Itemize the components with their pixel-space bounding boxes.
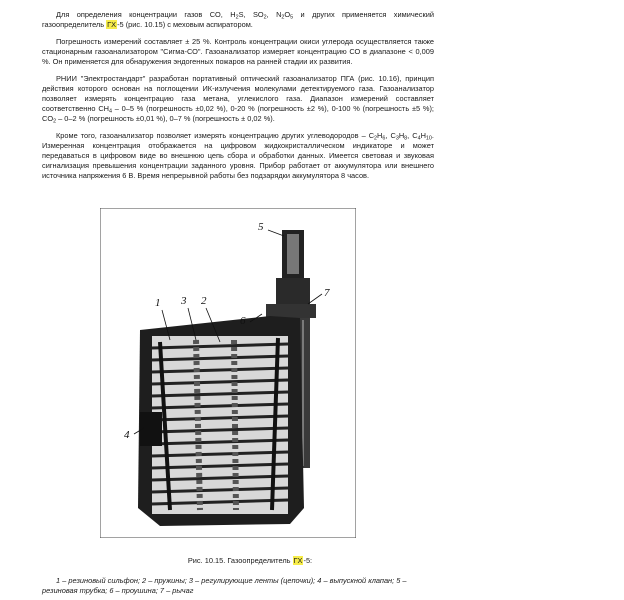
figure-legend: 1 – резиновый сильфон; 2 – пружины; 3 – регулирующие ленты (цепочки); 4 – выпускной клапан; 5 – резиновая трубка; 6 – проушина; 7 – рычаг [42, 576, 407, 595]
paragraph-3: РНИИ "Электростандарт" разработан портативный оптический газоанализатор ПГА (рис. 10.16), принцип действия которого основан на поглощении ИК-излучения молекулами детектируемого газа. Газоанализатор позволяет измерять концентрацию газа метана, углекислого газа. Диапазон измерений составляет соответственно $CH_4 - 0-5$ % (погрешность ±0,02 %), 0-20 % (погрешность ±2 %), 0-100 % (погрешность ±5 %); $CO_2 - 0-2$ % (погрешность ±0,01 %), 0–7 % (погрешность ± 0,02 %). [42, 74, 434, 125]
figure-label-2: 2 [201, 295, 207, 307]
paragraph-2: Погрешность измерений составляет ± 25 %. Контроль концентрации окиси углерода осуществляется также стационарным газоанализатором "Сигма-СО". Газоанализатор измеряет концентрацию СО в диапазоне < 0,009 %. Он применяется для обнаружения эндогенных пожаров на ранней стадии их развития. [42, 37, 434, 66]
paragraph-4: Кроме того, газоанализатор позволяет измерять концентрацию других углеводородов – $C_2H_6$, $C_3H_8$, $C_4H_{10}$. Измеренная концентрация отображается на цифровом жидкокристаллическом индикаторе и может передаваться в цифровом виде во внешнюю цепь сбора и обработки данных. Имеется световая и звуковая сигнализация превышения концентрации заданного уровня. Прибор работает от аккумулятора или внешнего источника напряжения 6 В. Время непрерывной работы без подзарядки аккумулятора 8 часов. [42, 131, 434, 180]
paragraph-1: Для определения концентрации газов CO, $H_2S$, $SO_2$, $N_2O_5$ и других применяется химический газоопределитель ГХ-5 (рис. 10.15) с меховым аспиратором. [42, 10, 434, 29]
exhaust-valve [140, 412, 162, 446]
figure-label-3: 3 [181, 295, 187, 307]
gas-detector-drawing [100, 208, 356, 538]
figure-label-4: 4 [124, 429, 130, 441]
figure-caption: Рис. 10.15. Газоопределитель ГХ-5: [187, 556, 313, 565]
figure-label-7: 7 [324, 287, 330, 299]
body-text [42, 10, 434, 188]
figure-label-6: 6 [240, 315, 246, 327]
figure-label-5: 5 [258, 221, 264, 233]
caption-highlight: ГХ [293, 556, 303, 565]
figure-label-1: 1 [155, 297, 161, 309]
search-highlight: ГХ [107, 20, 117, 29]
gas-detector-figure [100, 208, 356, 538]
